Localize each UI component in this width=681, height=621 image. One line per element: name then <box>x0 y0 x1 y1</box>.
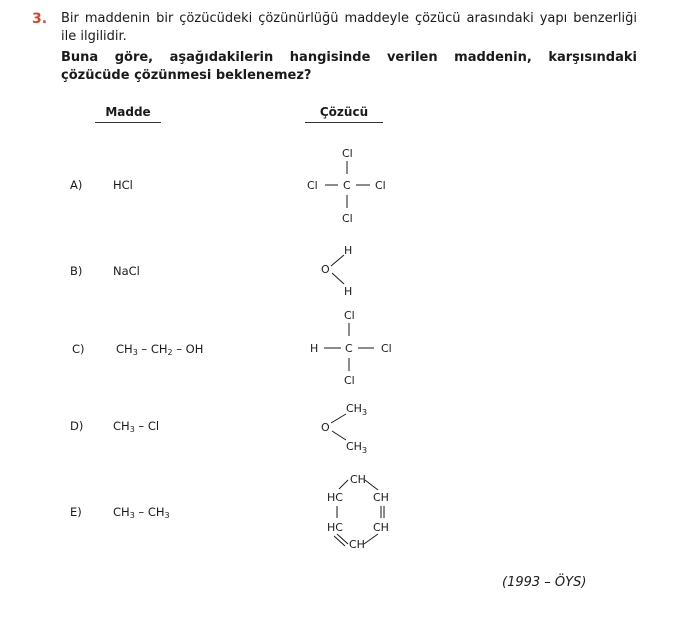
atom: O <box>321 421 330 434</box>
atom: Cl <box>381 342 392 355</box>
atom: H <box>344 285 353 298</box>
option-b-substance: NaCl <box>113 264 140 278</box>
option-a-letter[interactable]: A) <box>70 178 83 192</box>
cozucu-header: Çözücü <box>305 105 383 123</box>
question-number: 3. <box>32 11 48 27</box>
atom: Cl <box>344 309 355 322</box>
atom: CH <box>350 473 366 486</box>
atom: Cl <box>342 212 353 225</box>
option-c-substance: $CH_3 - CH_2$ – OH <box>116 342 204 357</box>
option-b-solvent-structure <box>315 240 375 300</box>
option-c-solvent-structure <box>304 306 404 390</box>
option-a-substance: HCl <box>113 178 133 192</box>
option-e-letter[interactable]: E) <box>70 505 82 519</box>
atom: H <box>310 342 319 355</box>
madde-header: Madde <box>95 105 161 123</box>
option-b-letter[interactable]: B) <box>70 264 83 278</box>
atom: $CH_3$ <box>346 440 368 455</box>
atom: Cl <box>307 179 318 192</box>
atom: CH <box>373 491 389 504</box>
atom: H <box>344 244 353 257</box>
atom: CH <box>349 538 365 551</box>
question-prompt: Buna göre, aşağıdakilerin hangisinde verilen maddenin, karşısındaki çözücüde çözünmesi beklenemez? <box>61 50 637 83</box>
option-a-solvent-structure <box>300 144 400 228</box>
atom: Cl <box>375 179 386 192</box>
source-citation: (1993 – ÖYS) <box>502 575 587 590</box>
question-text: Bir maddenin bir çözücüdeki çözünürlüğü maddeyle çözücü arasındaki yapı benzerliği ile ilgilidir. <box>61 11 637 44</box>
atom: $CH_3$ <box>346 402 368 417</box>
option-e-solvent-structure <box>318 470 408 554</box>
atom: HC <box>327 521 343 534</box>
atom: C <box>343 179 351 192</box>
atom: CH <box>373 521 389 534</box>
option-e-substance: $CH_3 - CH_3$ <box>113 505 170 520</box>
atom: Cl <box>344 374 355 387</box>
atom: C <box>345 342 353 355</box>
atom: HC <box>327 491 343 504</box>
option-d-letter[interactable]: D) <box>70 419 84 433</box>
option-d-substance: $CH_3$ – Cl <box>113 419 160 434</box>
option-d-solvent-structure <box>315 398 395 458</box>
atom: O <box>321 263 330 276</box>
option-c-letter[interactable]: C) <box>72 342 85 356</box>
atom: Cl <box>342 147 353 160</box>
